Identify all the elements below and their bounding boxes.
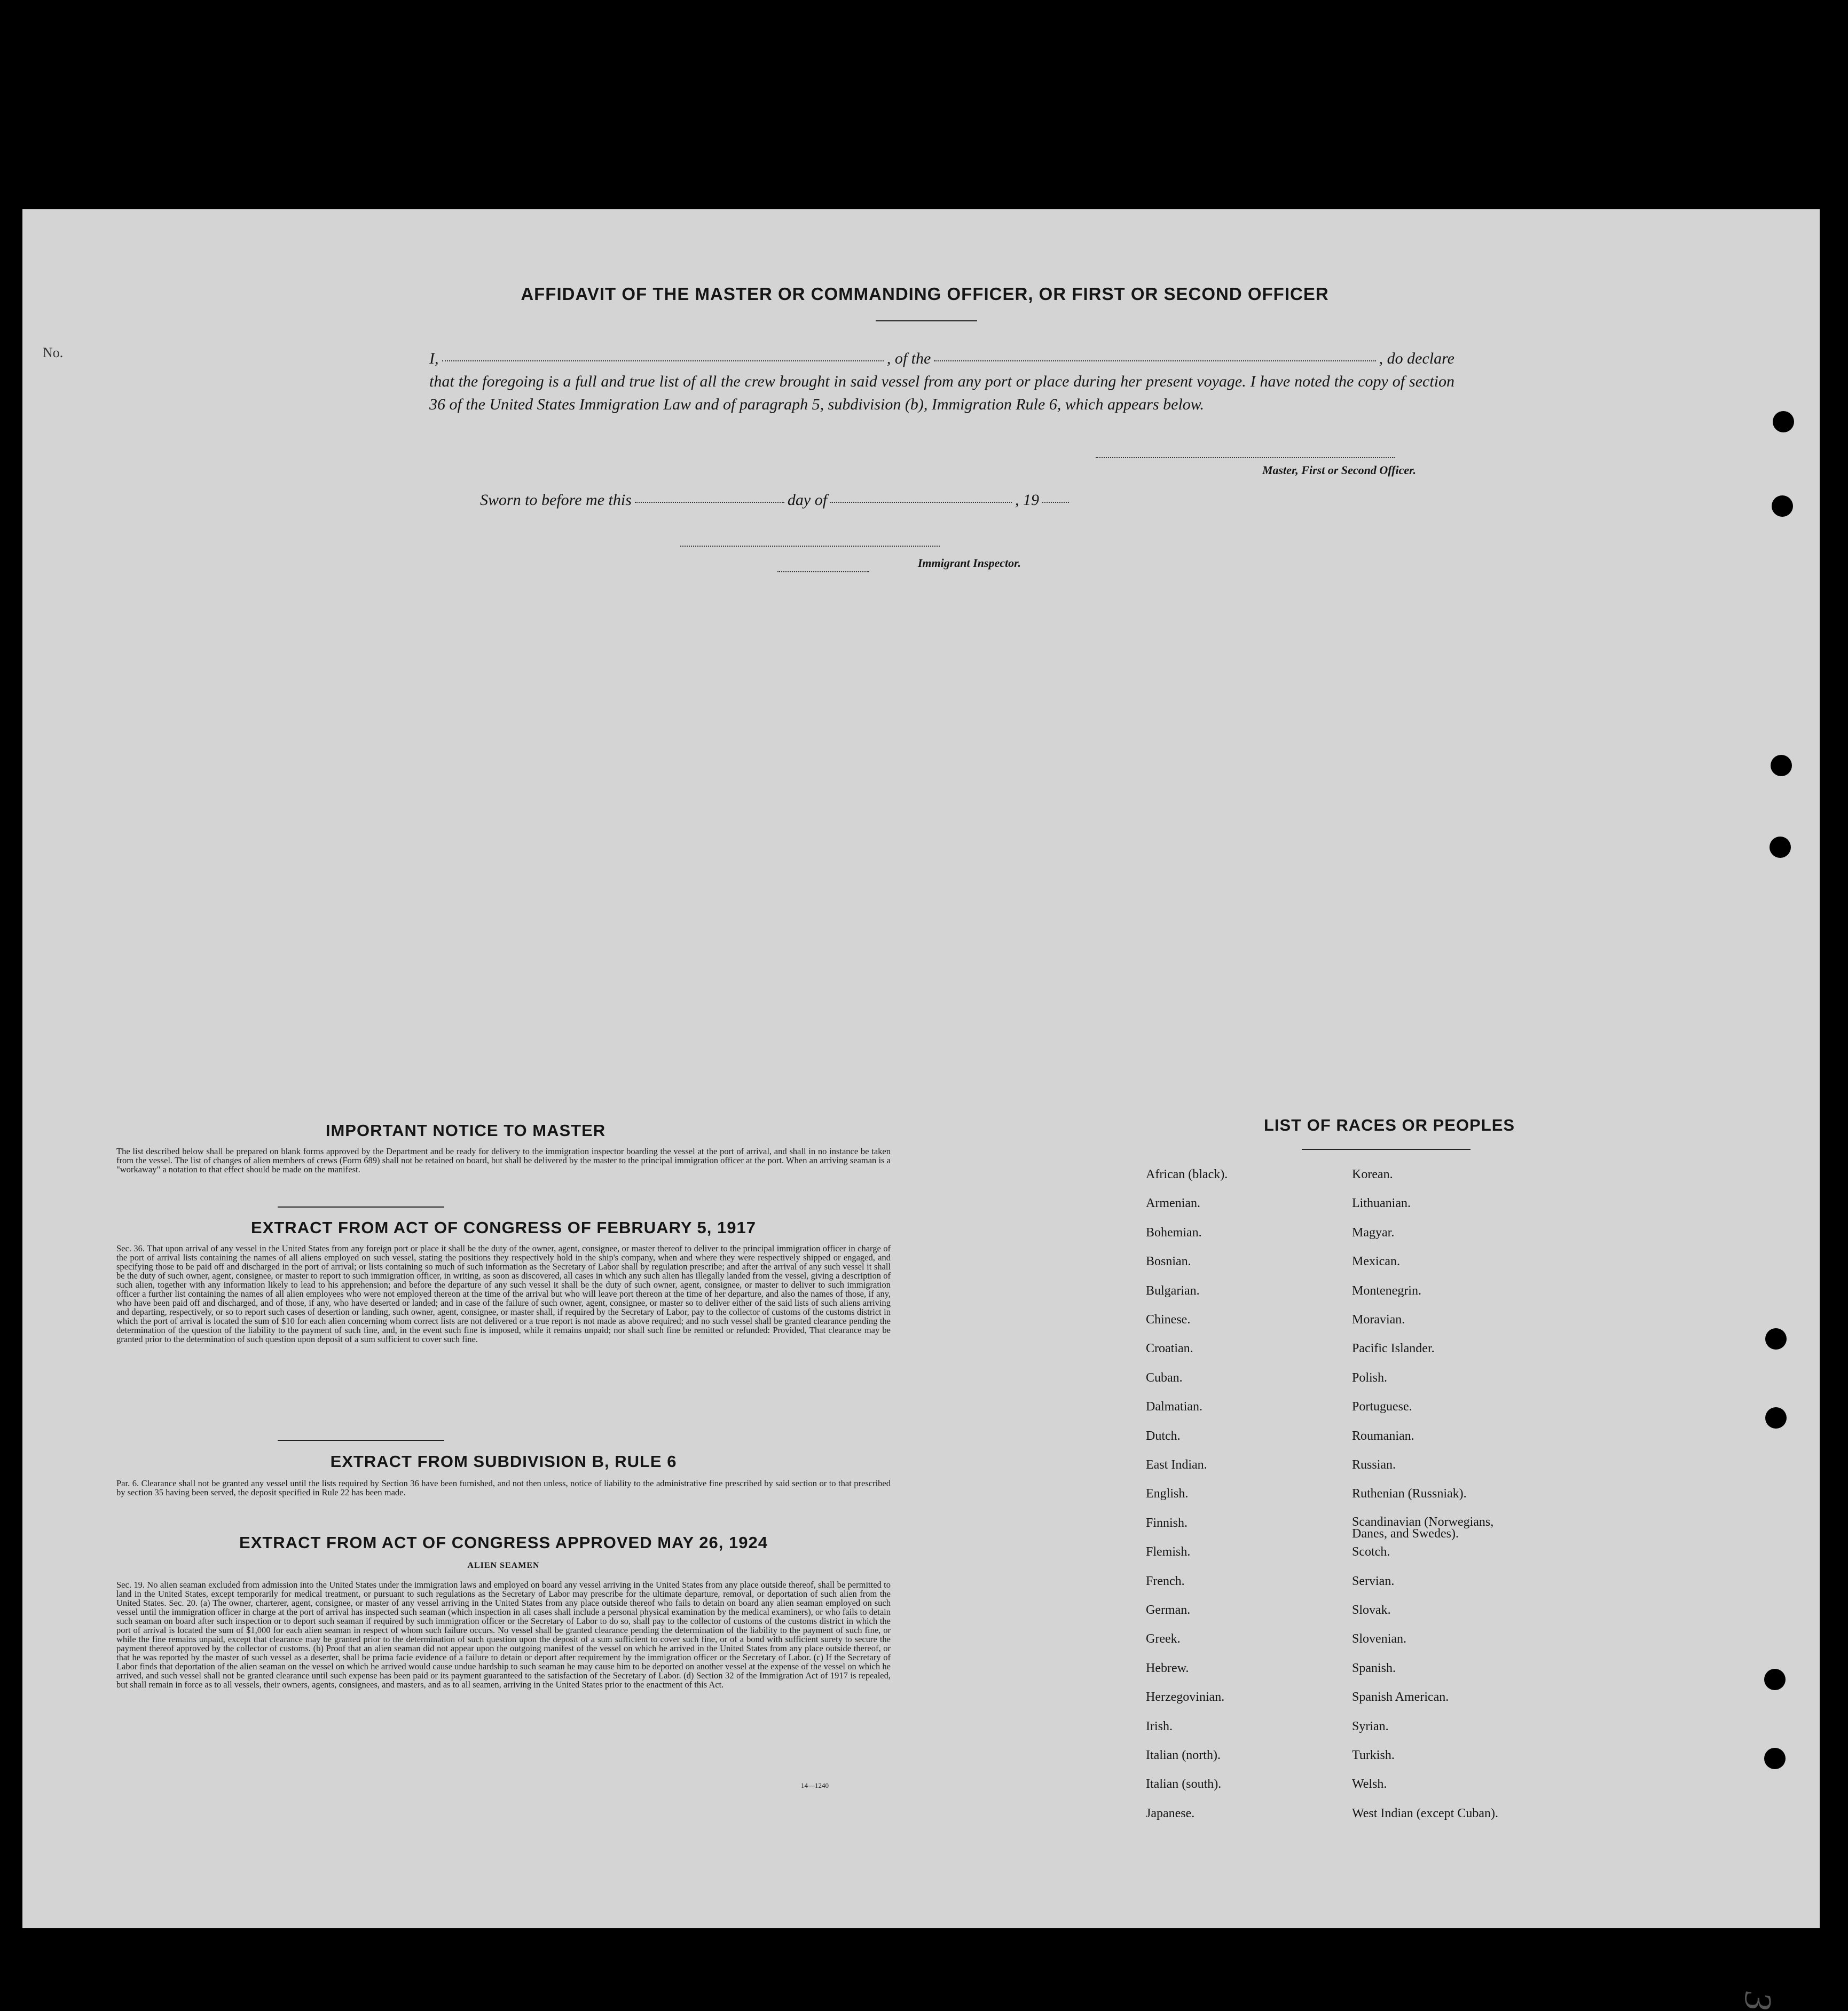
title-divider	[876, 320, 977, 321]
races-title: LIST OF RACES OR PEOPLES	[1263, 1116, 1515, 1134]
affidavit-title: AFFIDAVIT OF THE MASTER OR COMMANDING OFFICER, OR FIRST OR SECOND OFFICER	[521, 284, 1329, 304]
race-item: Servian.	[1352, 1574, 1395, 1588]
races-divider	[1302, 1149, 1470, 1150]
extract-1917-title: EXTRACT FROM ACT OF CONGRESS OF FEBRUARY 5, 1917	[251, 1218, 756, 1237]
races-right-column	[1352, 1168, 1651, 1856]
race-item: Polish.	[1352, 1370, 1388, 1385]
notice-divider	[278, 1206, 444, 1208]
race-item: Spanish.	[1352, 1661, 1396, 1675]
master-signature-label: Master, First or Second Officer.	[1262, 463, 1416, 477]
punch-hole	[1764, 1748, 1786, 1769]
race-item: Flemish.	[1146, 1545, 1191, 1559]
punch-hole	[1765, 1328, 1787, 1350]
sworn-prefix: Sworn to before me this	[480, 491, 632, 509]
punch-hole	[1773, 411, 1794, 432]
race-item: Hebrew.	[1146, 1661, 1189, 1675]
race-item: Cuban.	[1146, 1370, 1183, 1385]
form-page	[22, 209, 1820, 2011]
race-item: Irish.	[1146, 1719, 1173, 1733]
punch-hole	[1770, 837, 1791, 858]
sworn-year: , 19	[1015, 491, 1040, 509]
extract-1917-text: Sec. 36. That upon arrival of any vessel in the United States from any foreign port or place it shall be the duty of the owner, agent, consignee, or master thereof to deliver to the principal immigration officer in charge of the port of arrival lists containing the names of all aliens employed on such vessel, stating the positions they respectively hold in the ship's company, when and where they were respectively shipped or engaged, and specifying those to be paid off and discharged in the port of arrival; or lists containing so much of such information as the Secretary of Labor shall by regulation prescribe; and after the arrival of any such vessel it shall be the duty of such owner, agent, consignee, or master to report to such immigration officer, in writing, as soon as discovered, all cases in which any such alien has illegally landed from the vessel, giving a description of such alien, together with any information likely to lead to his apprehension; and before the departure of any such vessel it shall be the duty of such owner, agent, consignee, or master to deliver to such immigration officer a further list containing the names of all alien employees who were not employed thereon at the time of the arrival but who will leave port thereon at the time of her departure, and also the names of those, if any, who have been paid off and discharged, and of those, if any, who have deserted or landed; and in case of the failure of such owner, agent, consignee, or master so to deliver either of the said lists of such aliens arriving and departing, respectively, or so to report such cases of desertion or landing, such owner, agent, consignee, or master shall, if required by the Secretary of Labor, pay to the collector of customs of the customs district in which the port of arrival is located the sum of $10 for each alien concerning whom correct lists are not delivered or a true report is not made as above required; and no such vessel shall be granted clearance pending the determination of the question of the liability to the payment of such fine, and, in the event such fine is imposed, while it remains unpaid; nor shall such fine be remitted or refunded: Provided, That clearance may be granted prior to the determination of such question upon deposit of a sum sufficient to cover such fine.	[116, 1243, 891, 1344]
race-item: French.	[1146, 1574, 1185, 1588]
race-item: Spanish American.	[1352, 1690, 1449, 1705]
inspector-label: Immigrant Inspector.	[917, 556, 1021, 570]
punch-hole	[1771, 755, 1792, 776]
race-item: Bulgarian.	[1146, 1283, 1200, 1298]
races-left-column	[1146, 1168, 1349, 1856]
sworn-day-of: day of	[787, 491, 828, 509]
race-item: Italian (south).	[1146, 1777, 1222, 1792]
race-item: Greek.	[1146, 1632, 1181, 1646]
race-item: Herzegovinian.	[1146, 1690, 1225, 1705]
race-item: Slovak.	[1352, 1603, 1391, 1617]
race-item: Finnish.	[1146, 1516, 1188, 1530]
extract-1924-subtitle: ALIEN SEAMEN	[467, 1561, 540, 1570]
affidavit-body: that the foregoing is a full and true list of all the crew brought in said vessel from any port or place during her present voyage. I have noted the copy of section 36 of the United States Immigration Law and of paragraph 5, subdivision (b), Immigration Rule 6, which appears below.	[429, 373, 1454, 413]
punch-hole	[1772, 495, 1793, 517]
race-item: Welsh.	[1352, 1777, 1387, 1792]
race-item: Bohemian.	[1146, 1225, 1202, 1240]
race-item: Dalmatian.	[1146, 1400, 1202, 1414]
race-item: Scotch.	[1352, 1545, 1390, 1559]
race-item: West Indian (except Cuban).	[1352, 1806, 1498, 1820]
extract-1924-title: EXTRACT FROM ACT OF CONGRESS APPROVED MAY 26, 1924	[239, 1533, 768, 1552]
affidavit-statement	[429, 347, 1454, 416]
race-item: Turkish.	[1352, 1748, 1395, 1762]
race-item: Portuguese.	[1352, 1400, 1412, 1414]
race-item: Roumanian.	[1352, 1429, 1414, 1443]
race-item: Pacific Islander.	[1352, 1342, 1435, 1356]
vessel-blank-line[interactable]	[934, 360, 1375, 361]
race-item: German.	[1146, 1603, 1191, 1617]
master-signature-line[interactable]	[1096, 457, 1395, 458]
name-blank-line[interactable]	[442, 360, 884, 361]
inspector-name-line[interactable]	[777, 571, 869, 572]
race-item: Moravian.	[1352, 1313, 1405, 1327]
race-item: Montenegrin.	[1352, 1283, 1421, 1298]
page-number-mark: No.	[43, 345, 64, 360]
extract-rule6-title: EXTRACT FROM SUBDIVISION B, RULE 6	[330, 1452, 677, 1471]
inspector-signature-line[interactable]	[680, 546, 940, 547]
race-item: Chinese.	[1146, 1313, 1191, 1327]
extract-1917-divider	[278, 1440, 444, 1441]
race-item: Italian (north).	[1146, 1748, 1221, 1762]
race-item: Bosnian.	[1146, 1255, 1191, 1269]
race-item: Ruthenian (Russniak).	[1352, 1487, 1467, 1501]
race-item: Russian.	[1352, 1458, 1396, 1472]
sworn-month-blank[interactable]	[830, 502, 1012, 503]
race-item: Syrian.	[1352, 1719, 1389, 1733]
notice-title: IMPORTANT NOTICE TO MASTER	[325, 1121, 606, 1140]
sworn-year-blank[interactable]	[1042, 502, 1069, 503]
race-item: Croatian.	[1146, 1342, 1193, 1356]
race-item: East Indian.	[1146, 1458, 1207, 1472]
extract-rule6-text: Par. 6. Clearance shall not be granted any vessel until the lists required by Section 36 have been furnished, and not then unless, notice of liability to the administrative fine prescribed by said section or to that prescribed by section 35 having been served, the deposit specified in Rule 22 has been made.	[116, 1478, 891, 1497]
punch-hole	[1765, 1407, 1787, 1429]
race-item: Scandinavian (Norwegians, Danes, and Swedes).	[1352, 1515, 1494, 1541]
affidavit-declare-label: , do declare	[1379, 350, 1454, 367]
race-item: Lithuanian.	[1352, 1196, 1411, 1211]
sworn-day-blank[interactable]	[635, 502, 784, 503]
race-item: Mexican.	[1352, 1255, 1400, 1269]
race-item: Armenian.	[1146, 1196, 1200, 1211]
race-item: English.	[1146, 1487, 1189, 1501]
form-number: 14—1240	[801, 1781, 829, 1789]
race-item: Dutch.	[1146, 1429, 1181, 1443]
race-item: Magyar.	[1352, 1225, 1395, 1240]
race-item: Slovenian.	[1352, 1632, 1406, 1646]
punch-hole	[1764, 1669, 1786, 1690]
notice-text: The list described below shall be prepared on blank forms approved by the Department and be ready for delivery to the immigration inspector boarding the vessel at the port of arrival, and shall in no instance be taken from the vessel. The list of changes of alien members of crews (Form 689) shall not be retained on board, but shall be delivered by the master to the principal immigration officer at the port. When an arriving seaman is a "workaway" a notation to that effect should be made on the manifest.	[116, 1146, 891, 1174]
affidavit-i-label: I,	[429, 350, 439, 367]
handwritten-page-mark: 3	[1736, 1991, 1780, 2011]
extract-1924-text: Sec. 19. No alien seaman excluded from admission into the United States under the immigration laws and employed on board any vessel arriving in the United States from any place outside thereof, shall be permitted to land in the United States, except temporarily for medical treatment, or pursuant to such regulations as the Secretary of Labor may prescribe for the ultimate departure, removal, or deportation of such alien from the United States. Sec. 20. (a) The owner, charterer, agent, consignee, or master of any vessel arriving in the United States from any place outside thereof who fails to detain on board any alien seaman employed on such vessel until the immigration officer in charge at the port of arrival has inspected such seaman (which inspection in all cases shall include a personal physical examination by the medical examiners), or who fails to detain such seaman on board after such inspection or to deport such seaman if required by such immigration officer or the Secretary of Labor to do so, shall pay to the collector of customs of the customs district in which the port of arrival is located the sum of $1,000 for each alien seaman in respect of whom such failure occurs. No vessel shall be granted clearance pending the determination of the liability to the payment of such fine, or while the fine remains unpaid, except that clearance may be granted prior to the determination of such question upon the deposit of a sum sufficient to cover such fine, or of a bond with sufficient surety to secure the payment thereof approved by the collector of customs. (b) Proof that an alien seaman did not appear upon the outgoing manifest of the vessel on which he arrived in the United States from any place outside thereof, or that he was reported by the master of such vessel as a deserter, shall be prima facie evidence of a failure to detain or deport after requirement by the immigration officer or the Secretary of Labor. (c) If the Secretary of Labor finds that deportation of the alien seaman on the vessel on which he arrived would cause undue hardship to such seaman he may cause him to be deported on another vessel at the expense of the vessel on which he arrived, and such vessel shall not be granted clearance until such expense has been paid or its payment guaranteed to the satisfaction of the Secretary of Labor. (d) Section 32 of the Immigration Act of 1917 is repealed, but shall remain in force as to all vessels, their owners, agents, consignees, and masters, and as to all seamen, arriving in the United States prior to the enactment of this Act.	[116, 1580, 891, 1690]
race-item: African (black).	[1146, 1168, 1228, 1181]
sworn-line	[480, 491, 1163, 509]
affidavit-of-the-label: , of the	[886, 350, 931, 367]
race-item: Japanese.	[1146, 1806, 1195, 1820]
race-item: Korean.	[1352, 1168, 1393, 1181]
